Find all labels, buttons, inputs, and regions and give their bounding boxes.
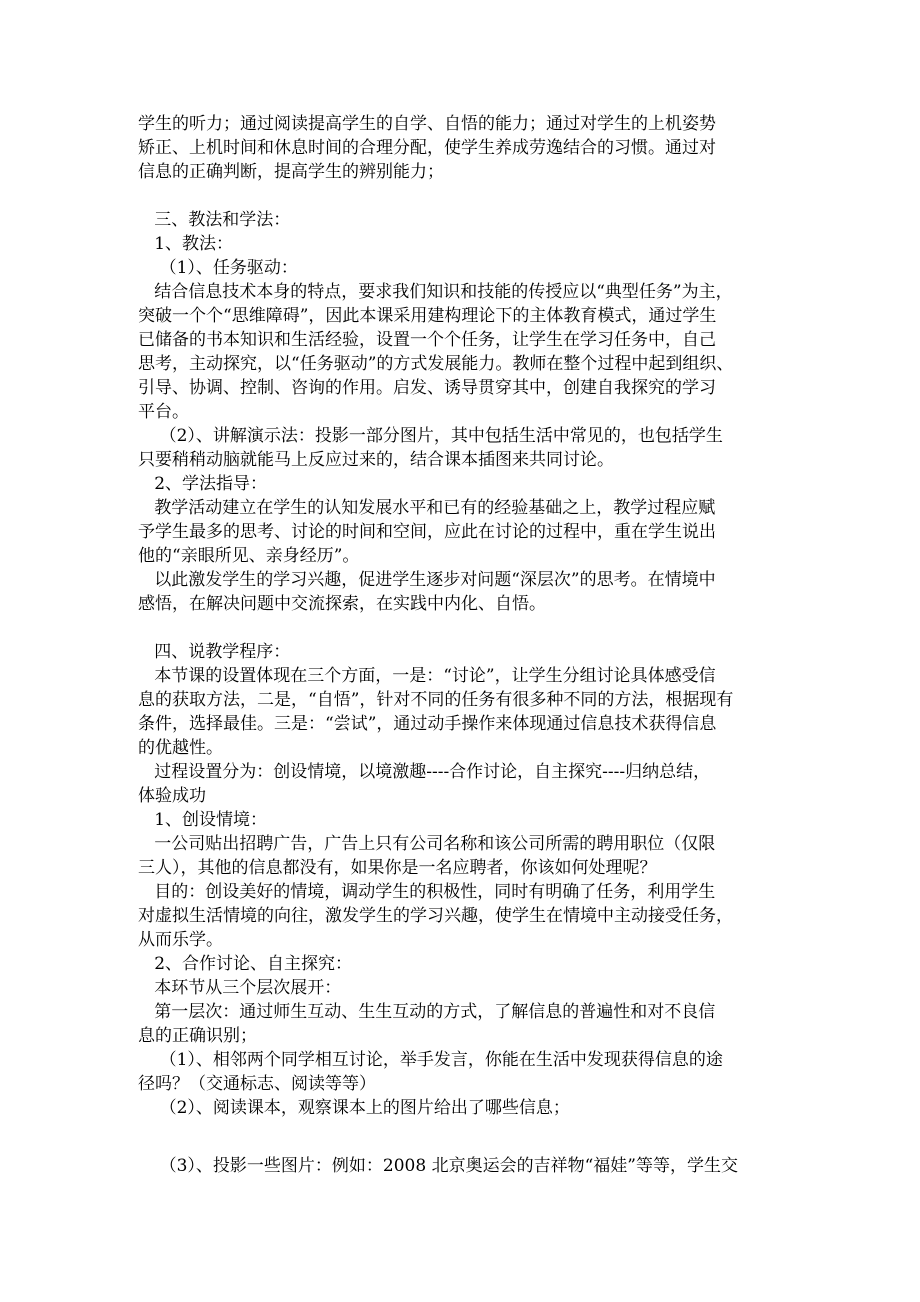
section-heading: 四、说教学程序： [138,642,291,662]
text-line: （2）、讲解演示法：投影一部分图片，其中包括生活中常见的，也包括学生 [138,426,723,446]
text-line: 矫正、上机时间和休息时间的合理分配，使学生养成劳逸结合的习惯。通过对 [138,138,716,158]
section-heading: 三、教法和学法： [138,210,291,230]
text-line: 第一层次：通过师生互动、生生互动的方式，了解信息的普遍性和对不良信 [138,1002,716,1022]
text-line: 的优越性。 [138,738,223,758]
text-line: 体验成功 [138,786,206,806]
subsection-heading: 1、创设情境： [138,810,268,830]
text-line: 他的“亲眼所见、亲身经历”。 [138,546,360,566]
text-line: 予学生最多的思考、讨论的时间和空间，应此在讨论的过程中，重在学生说出 [138,522,716,542]
subsection-heading: 1、教法： [138,234,234,254]
text-line: 感悟，在解决问题中交流探索，在实践中内化、自悟。 [138,594,546,614]
text-line: 一公司贴出招聘广告，广告上只有公司名称和该公司所需的聘用职位（仅限 [138,834,716,854]
text-line: 学生的听力；通过阅读提高学生的自学、自悟的能力；通过对学生的上机姿势 [138,114,716,134]
text-line: 本环节从三个层次展开： [138,978,342,998]
text-line: 对虚拟生活情境的向往，激发学生的学习兴趣，使学生在情境中主动接受任务， [138,906,733,926]
text-line: 三人），其他的信息都没有，如果你是一名应聘者，你该如何处理呢？ [138,858,657,878]
text-line: 过程设置分为：创设情境，以境激趣----合作讨论，自主探究----归纳总结， [138,762,711,782]
text-line: 引导、协调、控制、咨询的作用。启发、诱导贯穿其中，创建自我探究的学习 [138,378,716,398]
text-line: （3）、投影一些图片：例如：2008 北京奥运会的吉祥物“福娃”等等，学生交 [138,1156,738,1176]
text-line: 息的获取方法，二是，“自悟”，针对不同的任务有很多种不同的方法，根据现有 [138,690,734,710]
text-line: 突破一个个“思维障碍”，因此本课采用建构理论下的主体教育模式，通过学生 [138,306,717,326]
text-line: 平台。 [138,402,189,422]
text-line: 径吗？（交通标志、阅读等等） [138,1074,376,1094]
item-heading: （1）、任务驱动： [138,258,298,278]
text-line: 本节课的设置体现在三个方面，一是：“讨论”，让学生分组讨论具体感受信 [138,666,716,686]
subsection-heading: 2、学法指导： [138,474,268,494]
text-line: 信息的正确判断，提高学生的辨别能力； [138,162,444,182]
text-line: 已储备的书本知识和生活经验，设置一个个任务，让学生在学习任务中，自己 [138,330,716,350]
subsection-heading: 2、合作讨论、自主探究： [138,954,353,974]
text-line: 结合信息技术本身的特点，要求我们知识和技能的传授应以“典型任务”为主， [138,282,733,302]
text-line: 从而乐学。 [138,930,223,950]
text-line: 条件，选择最佳。三是：“尝试”，通过动手操作来体现通过信息技术获得信息 [138,714,717,734]
text-line: （1）、相邻两个同学相互讨论，举手发言，你能在生活中发现获得信息的途 [138,1050,723,1070]
text-line: 息的正确识别； [138,1026,257,1046]
text-line: 思考，主动探究，以“任务驱动”的方式发展能力。教师在整个过程中起到组织、 [138,354,734,374]
text-line: 只要稍稍动脑就能马上反应过来的，结合课本插图来共同讨论。 [138,450,614,470]
text-line: 目的：创设美好的情境，调动学生的积极性，同时有明确了任务，利用学生 [138,882,716,902]
text-line: （2）、阅读课本，观察课本上的图片给出了哪些信息； [138,1098,570,1118]
text-line: 教学活动建立在学生的认知发展水平和已有的经验基础之上，教学过程应赋 [138,498,716,518]
text-line: 以此激发学生的学习兴趣，促进学生逐步对问题“深层次”的思考。在情境中 [138,570,716,590]
